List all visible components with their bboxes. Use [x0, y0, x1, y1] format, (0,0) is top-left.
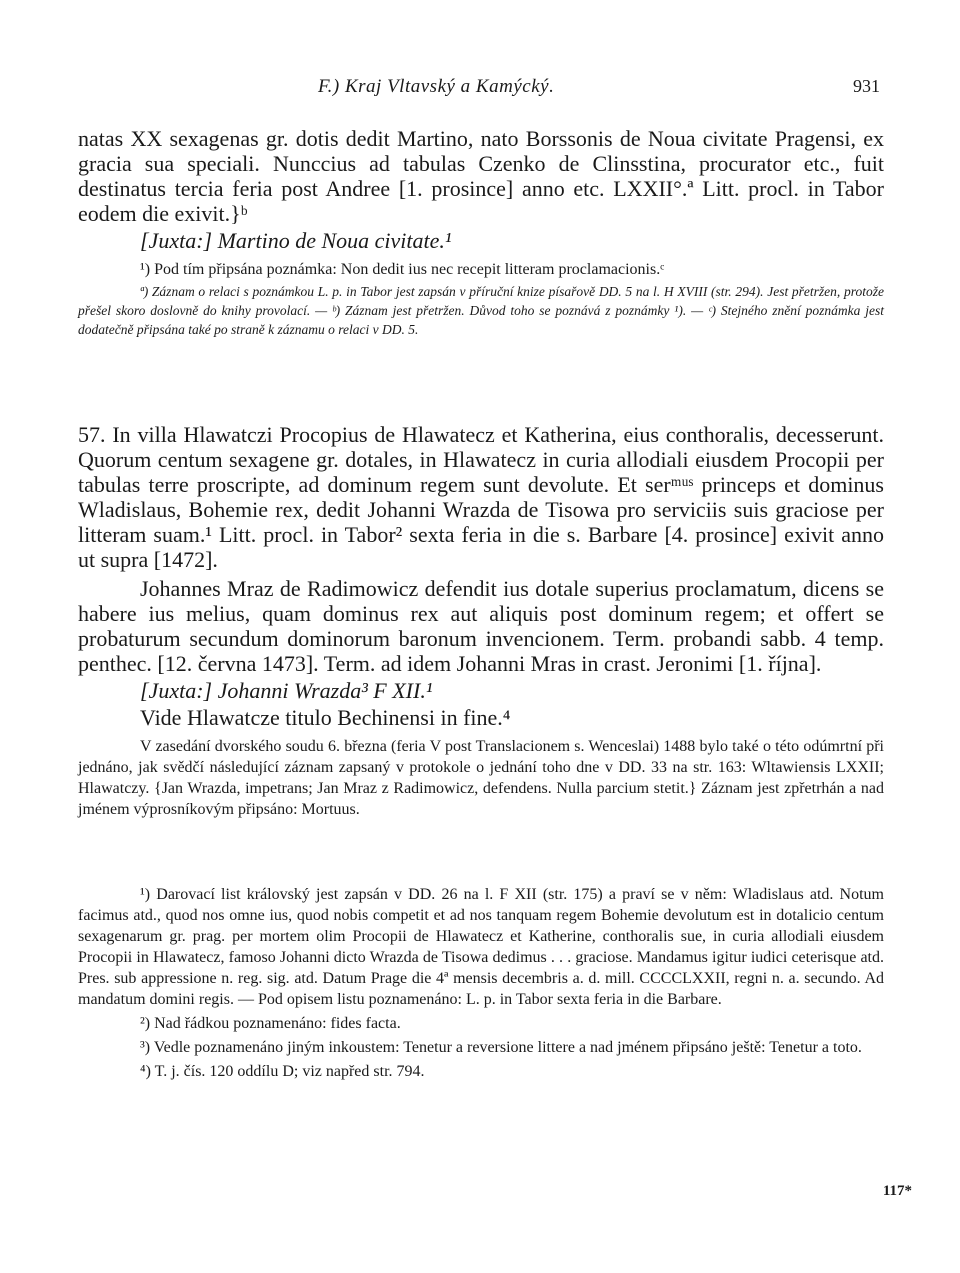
page-header — [78, 76, 884, 102]
zasedani-paragraph: V zasedání dvorského soudu 6. března (feria V post Translacionem s. Wenceslai) 1488 bylo také o této odúmrtní při jednáno, jak svědčí následující záznam zapsaný v protokole o jednání toho dne v DD. 33 na str. 163: Wltawiensis LXXII; Hlawatczy. {Jan Wrazda, impetrans; Jan Mraz z Radimowicz, defendens. Nulla parcium stetit.} Záznam jest zpřetrhán a nad jménem výprosníkovým připsáno: Mortuus. — [78, 738, 884, 818]
juxta-line-57: [Juxta:] Johanni Wrazda³ F XII.¹ — [140, 678, 433, 703]
footnote-2: ²) Nad řádkou poznamenáno: fides facta. — [140, 1015, 401, 1032]
signature-mark: 117* — [882, 1183, 912, 1199]
footnote-3: ³) Vedle poznamenáno jiným inkoustem: Tenetur a reversione littere a nad jménem připsáno ještě: Tenetur a toto. — [140, 1039, 862, 1056]
page-number: 931 — [853, 76, 880, 96]
entry-57-text — [78, 422, 884, 572]
defense-paragraph: Johannes Mraz de Radimowicz defendit ius dotale superius proclamatum, dicens se habere ius melius, quam dominus rex aut aliquis post dominum regem; et offert se probaturum secundum dominorum baronum invencionem. Term. probandi sabb. 4 temp. penthec. [12. června 1473]. Term. ad idem Johanni Mras in crast. Jeronimi [1. října]. — [78, 576, 884, 676]
note-1: ¹) Pod tím připsána poznámka: Non dedit ius nec recepit litteram proclamacionis.ᶜ — [140, 261, 665, 278]
footnote-1: ¹) Darovací list královský jest zapsán v DD. 26 na l. F XII (str. 175) a praví se v něm: Wladislaus atd. Notum facimus atd., quod nos omne ius, quod nobis competit et ad nos tanquam regem Bohemie devolutum est in dotalicio centum sexagenarum gr. prag. per mortem olim Procopii de Hlawatecz et Katherine, conthoralis sue, in curia allodiali eiusdem Procopii in Hlawatecz, famoso Johanni dicto Wrazda de Tisowa dedimus . . . graciose. Mandamus igitur iudici ceterisque atd. Pres. sub appressione n. reg. sig. atd. Datum Prage die 4ª mensis decembris a. d. mill. CCCCLXXII, regni n. a. secundo. Ad mandatum domini regis. — Pod opisem listu poznamenáno: L. p. in Tabor sexta feria in die Barbare. — [78, 886, 884, 1008]
entry-57 — [78, 422, 884, 820]
entry-text: natas XX sexagenas gr. dotis dedit Martino, nato Borssonis de Noua civitate Pragensi, ex gracia sua speciali. Nunccius ad tabulas Czenko de Clinsstina, procurator etc., fuit destinatus tercia feria post Andree [1. prosince] anno etc. LXXII°.ª Litt. procl. in Tabor eodem die exivit.}ᵇ — [78, 126, 884, 226]
entry-57-body: In villa Hlawatczi Procopius de Hlawatecz et Katherina, eius conthoralis, decesserunt. Quorum centum sexagene gr. dotales, in Hlawatecz in curia allodiali eiusdem Procopii per tabulas terre proscripte, ad dominum regem sunt devolute. Et serᵐᵘˢ princeps et dominus Wladislaus, Bohemie rex, dedit Johanni Wrazda de Tisowa pro serviciis suis graciose per litteram suam.¹ Litt. procl. in Tabor² sexta feria in die s. Barbare [4. prosince] exivit anno ut supra [1472]. — [78, 422, 885, 572]
vide-line: Vide Hlawatcze titulo Bechinensi in fine.⁴ — [140, 705, 511, 730]
running-title: F.) Kraj Vltavský a Kamýcký. — [318, 76, 555, 97]
entry-number: 57. — [78, 422, 106, 447]
footnote-4: ⁴) T. j. čís. 120 oddílu D; viz napřed str. 794. — [140, 1063, 425, 1080]
footnotes — [78, 884, 884, 1082]
juxta-line: [Juxta:] Martino de Noua civitate.¹ — [140, 228, 452, 253]
note-abc: ª) Záznam o relaci s poznámkou L. p. in Tabor jest zapsán v příruční knize písařově DD. 5 na l. H XVIII (str. 294). Jest přetržen, protože přešel skoro doslovně do knihy provolací. — ᵇ) Záznam jest přetržen. Důvod toho se poznává z poznámky ¹). — ᶜ) Stejného znění poznámka jest dodatečně připsána také po straně k záznamu o relaci v DD. 5. — [78, 284, 884, 337]
previous-entry — [78, 126, 884, 339]
